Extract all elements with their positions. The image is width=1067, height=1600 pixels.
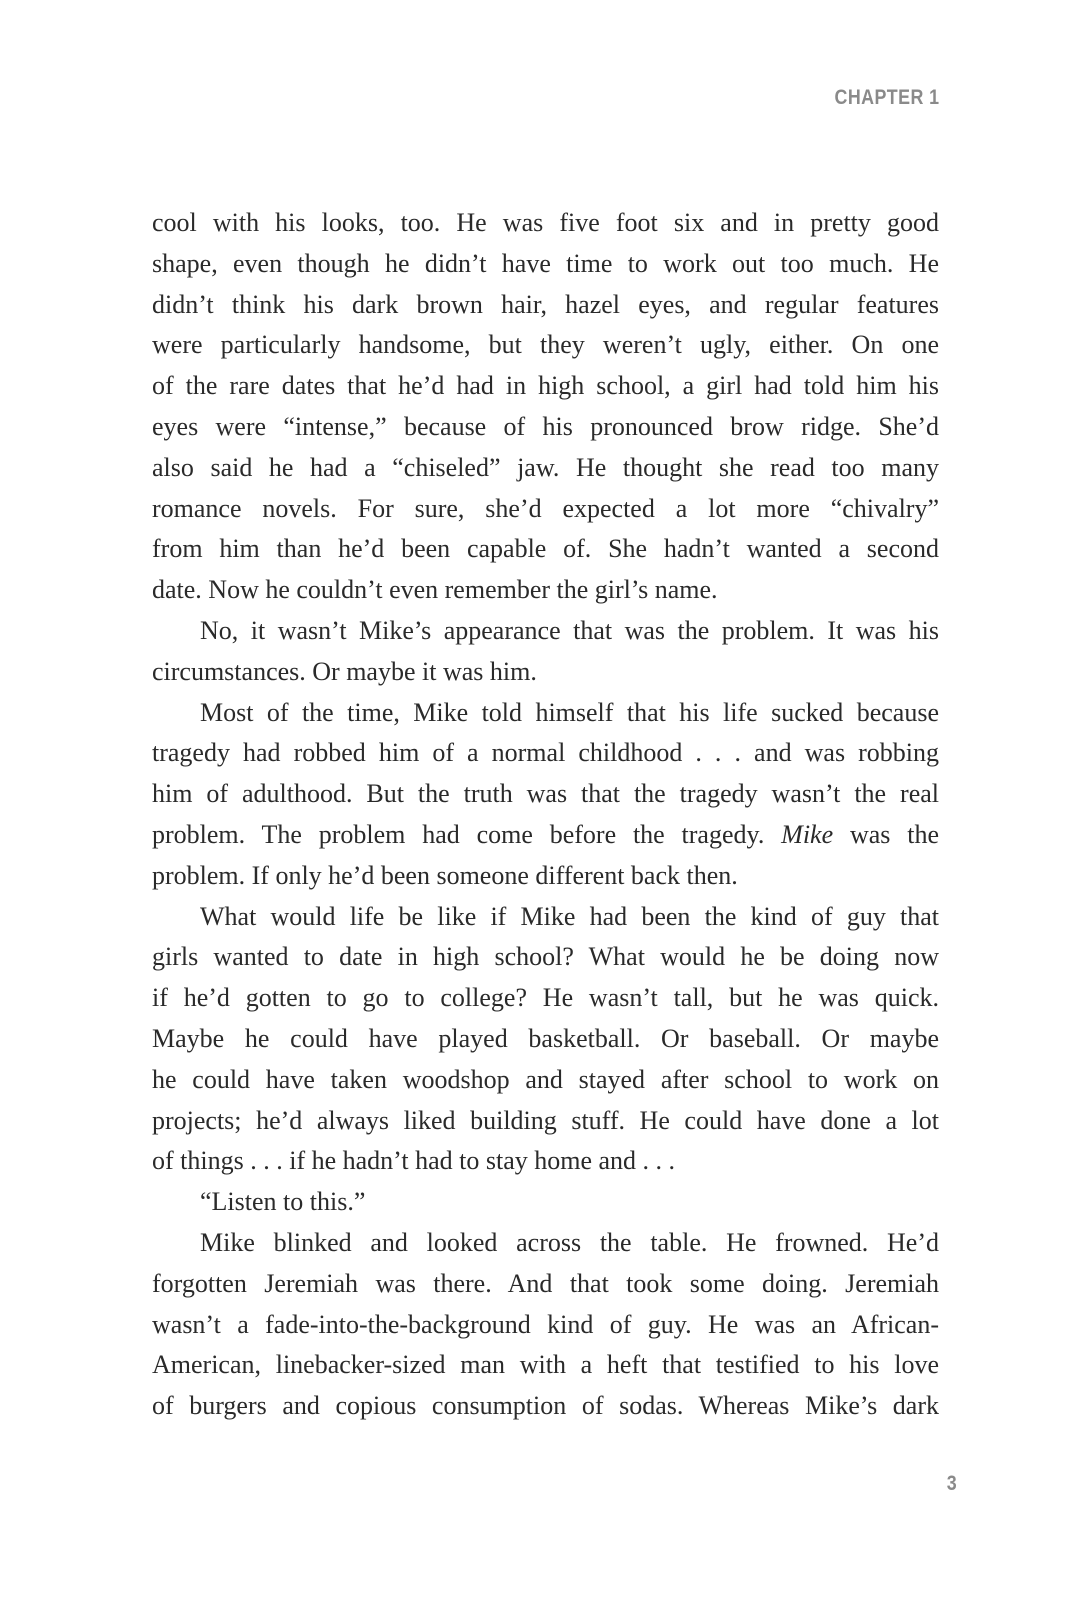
text-line: tragedy had robbed him of a normal childhood . . . and was robbing bbox=[152, 738, 939, 768]
running-head: CHAPTER 1 bbox=[834, 86, 940, 109]
text-line: No, it wasn’t Mike’s appearance that was the problem. It was his bbox=[200, 615, 939, 645]
text-line: Mike blinked and looked across the table. He frowned. He’d bbox=[200, 1227, 939, 1257]
text-line: if he’d gotten to go to college? He wasn’t tall, but he was quick. bbox=[152, 983, 939, 1013]
text-line: cool with his looks, too. He was five foot six and in pretty good bbox=[152, 208, 939, 237]
text-line: romance novels. For sure, she’d expected a lot more “chivalry” bbox=[152, 493, 939, 523]
text-line: Maybe he could have played basketball. Or baseball. Or maybe bbox=[152, 1023, 939, 1053]
text-line: from him than he’d been capable of. She hadn’t wanted a second bbox=[152, 534, 939, 564]
body-text bbox=[152, 203, 939, 1427]
text-line: date. Now he couldn’t even remember the girl’s name. bbox=[152, 575, 718, 605]
text-line: shape, even though he didn’t have time to work out too much. He bbox=[152, 248, 939, 278]
text-line: wasn’t a fade-into-the-background kind of guy. He was an African- bbox=[152, 1309, 939, 1339]
text-line: he could have taken woodshop and stayed after school to work on bbox=[152, 1064, 939, 1094]
text-line: “Listen to this.” bbox=[200, 1187, 366, 1217]
text-segment: was the bbox=[833, 819, 939, 849]
text-line: What would life be like if Mike had been the kind of guy that bbox=[200, 901, 939, 931]
page-number: 3 bbox=[947, 1472, 957, 1495]
text-line: problem. If only he’d been someone different back then. bbox=[152, 860, 738, 890]
text-line: were particularly handsome, but they weren’t ugly, either. On one bbox=[152, 330, 939, 360]
text-segment: problem. The problem had come before the tragedy. bbox=[152, 819, 782, 849]
text-line: American, linebacker-sized man with a heft that testified to his love bbox=[152, 1350, 939, 1380]
text-line: of burgers and copious consumption of sodas. Whereas Mike’s dark bbox=[152, 1391, 939, 1421]
text-line: of the rare dates that he’d had in high school, a girl had told him his bbox=[152, 371, 939, 401]
text-line bbox=[152, 815, 939, 856]
text-line: didn’t think his dark brown hair, hazel eyes, and regular features bbox=[152, 289, 939, 319]
text-line: of things . . . if he hadn’t had to stay home and . . . bbox=[152, 1146, 676, 1176]
text-line: girls wanted to date in high school? What would he be doing now bbox=[152, 942, 939, 972]
text-line: Most of the time, Mike told himself that his life sucked because bbox=[200, 697, 939, 727]
text-line: him of adulthood. But the truth was that the tragedy wasn’t the real bbox=[152, 779, 939, 809]
text-line: forgotten Jeremiah was there. And that took some doing. Jeremiah bbox=[152, 1268, 939, 1298]
text-line: also said he had a “chiseled” jaw. He thought she read too many bbox=[152, 452, 939, 482]
emphasis-text: Mike bbox=[781, 819, 834, 849]
text-line: circumstances. Or maybe it was him. bbox=[152, 656, 537, 686]
text-line: projects; he’d always liked building stuff. He could have done a lot bbox=[152, 1105, 939, 1135]
text-line: eyes were “intense,” because of his pronounced brow ridge. She’d bbox=[152, 411, 939, 441]
